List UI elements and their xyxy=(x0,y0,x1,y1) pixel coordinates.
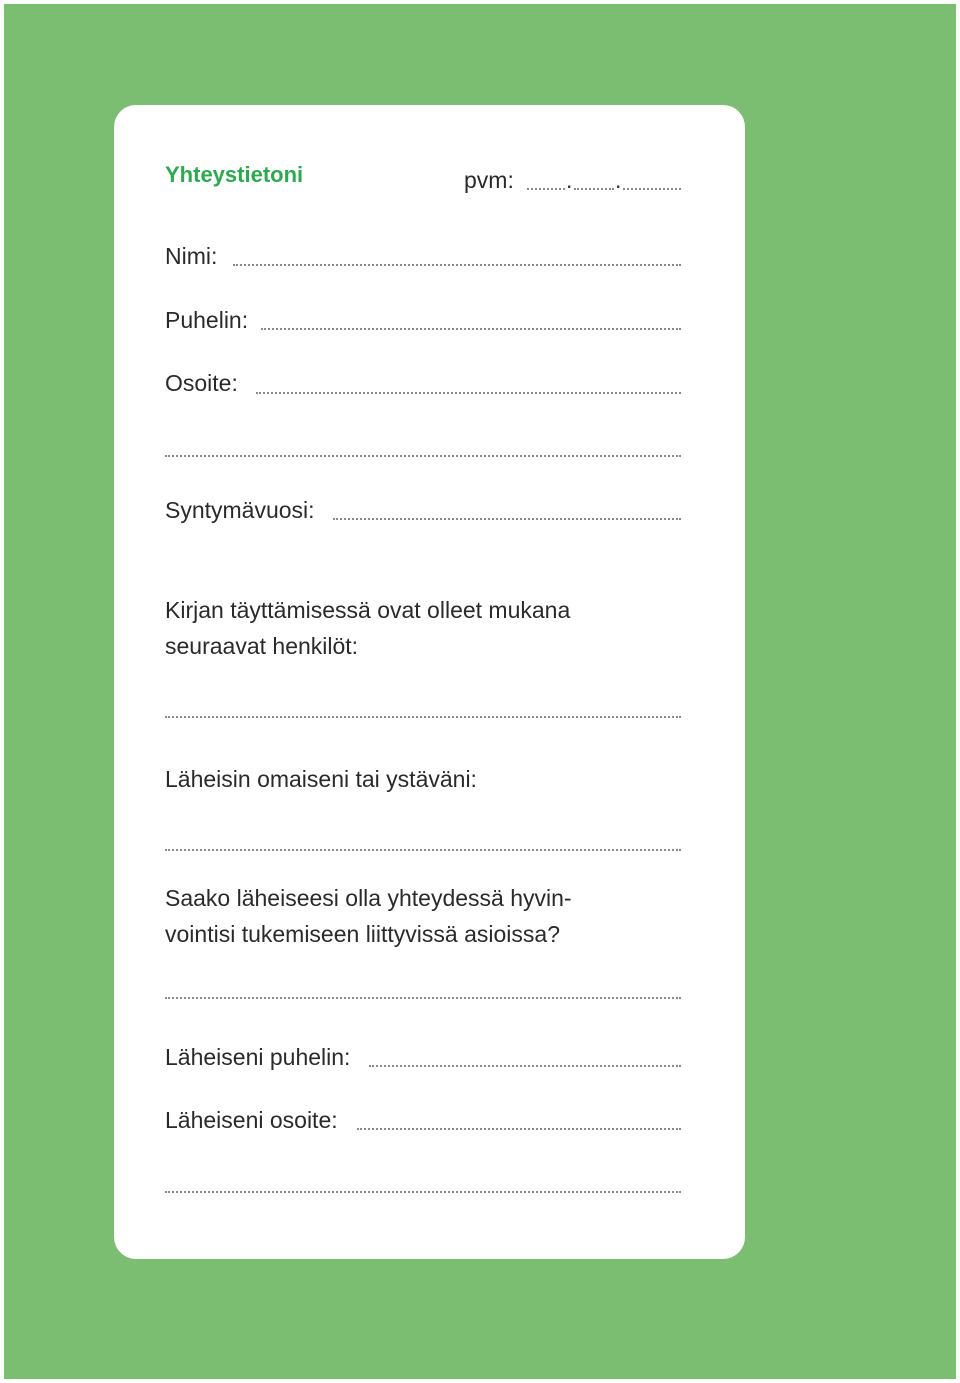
birth-year-label: Syntymävuosi: xyxy=(165,497,315,523)
participants-field[interactable] xyxy=(165,716,681,718)
closest-address-label: Läheiseni osoite: xyxy=(165,1107,338,1133)
closest-phone-label: Läheiseni puhelin: xyxy=(165,1044,351,1070)
contact-info-card xyxy=(114,105,745,1259)
participants-question-line-2: seuraavat henkilöt: xyxy=(165,633,359,659)
address-field-line-2[interactable] xyxy=(165,455,681,457)
participants-question-line-1: Kirjan täyttämisessä ovat olleet mukana xyxy=(165,597,571,623)
form-title: Yhteystietoni xyxy=(165,162,304,187)
consent-answer-field[interactable] xyxy=(165,997,681,999)
date-separator: . xyxy=(615,167,622,193)
date-separator: . xyxy=(566,167,573,193)
participants-question xyxy=(165,592,570,664)
date-year-field[interactable] xyxy=(623,188,681,190)
closest-relative-label: Läheisin omaiseni tai ystäväni: xyxy=(165,766,477,792)
consent-question xyxy=(165,880,572,952)
date-month-field[interactable] xyxy=(574,188,614,190)
closest-address-field[interactable] xyxy=(357,1128,681,1130)
phone-field[interactable] xyxy=(261,328,681,330)
birth-year-field[interactable] xyxy=(333,518,681,520)
closest-relative-field[interactable] xyxy=(165,849,681,851)
closest-phone-field[interactable] xyxy=(369,1065,681,1067)
phone-label: Puhelin: xyxy=(165,307,249,333)
address-field[interactable] xyxy=(256,392,681,394)
consent-question-line-2: vointisi tukemiseen liittyvissä asioissa? xyxy=(165,921,560,947)
name-label: Nimi: xyxy=(165,243,218,269)
name-field[interactable] xyxy=(233,264,681,266)
closest-address-field-line-2[interactable] xyxy=(165,1191,681,1193)
consent-question-line-1: Saako läheiseesi olla yhteydessä hyvin- xyxy=(165,885,572,911)
date-day-field[interactable] xyxy=(527,188,565,190)
date-label: pvm: xyxy=(464,167,514,193)
address-label: Osoite: xyxy=(165,370,238,396)
